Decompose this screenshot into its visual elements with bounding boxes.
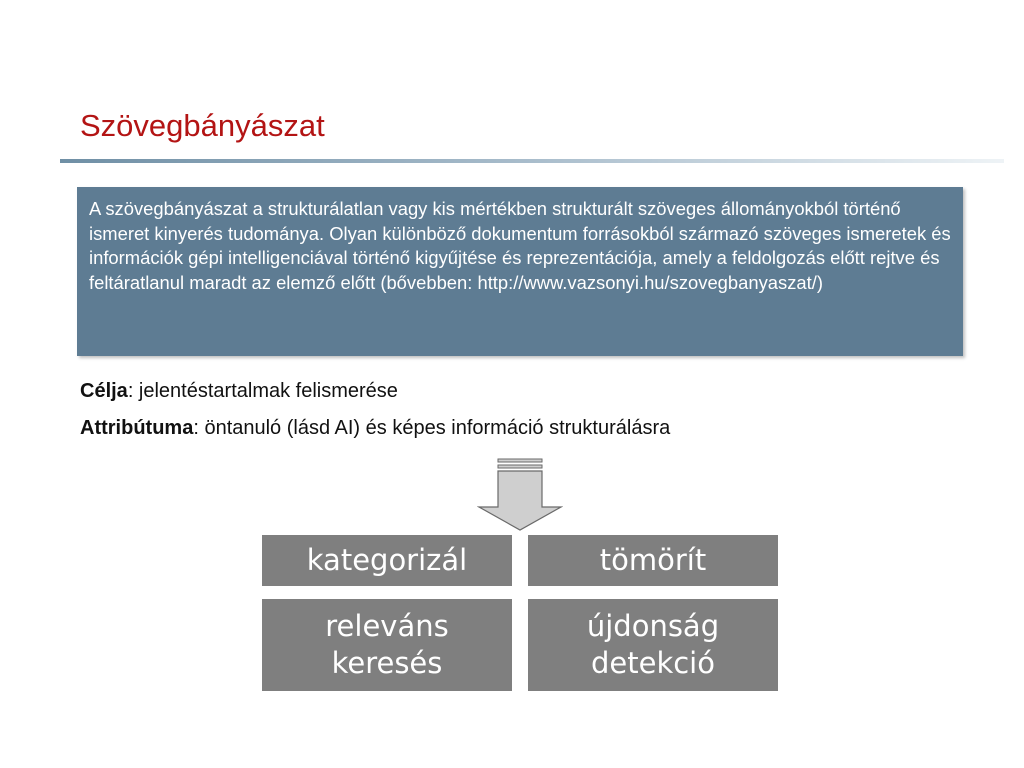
task-label-line2: detekció — [590, 646, 715, 680]
task-label-line2: keresés — [331, 646, 443, 680]
task-label: tömörít — [599, 543, 707, 577]
goal-label: Célja — [80, 380, 128, 402]
task-label-line1: újdonság — [586, 609, 720, 643]
goal-line — [80, 380, 398, 403]
goal-text: : jelentéstartalmak felismerése — [127, 380, 398, 402]
task-label: kategorizál — [306, 543, 468, 577]
down-arrow-icon — [477, 458, 563, 532]
slide-title: Szövegbányászat — [80, 108, 325, 143]
task-box-relevant-search — [262, 599, 512, 691]
definition-text: A szövegbányászat a strukturálatlan vagy kis mértékben strukturált szöveges állományokból történő ismeret kinyerés tudománya. Olyan különböző dokumentum forrásokból származó szöveges ismeretek és információk gépi intelligenciával történő kigyűjtése és reprezentációja, amely a feldolgozás előtt rejtve és feltáratlanul maradt az elemző előtt (bővebben: http://www.vazsonyi.hu/szovegbanyaszat/) — [89, 198, 951, 293]
definition-box — [77, 187, 963, 356]
task-box-novelty-detection — [528, 599, 778, 691]
title-divider — [60, 159, 1004, 163]
task-box-summarize — [528, 535, 778, 586]
task-box-categorize — [262, 535, 512, 586]
attribute-label: Attribútuma — [80, 417, 194, 439]
attribute-text: : öntanuló (lásd AI) és képes információ strukturálásra — [193, 417, 671, 439]
attribute-line — [80, 417, 670, 440]
task-label-line1: releváns — [325, 609, 449, 643]
